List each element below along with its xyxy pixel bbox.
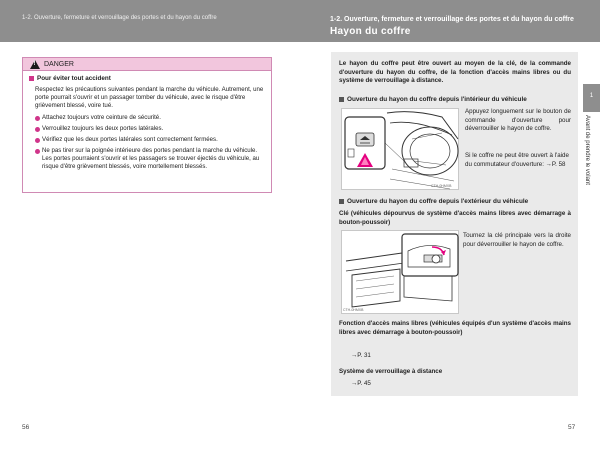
section-interior-title: Ouverture du hayon du coffre depuis l'intérieur du véhicule <box>347 96 527 103</box>
page-number-right: 57 <box>568 424 576 431</box>
page-number-left: 56 <box>22 424 30 431</box>
hands-free-ref: →P. 31 <box>351 352 371 359</box>
header-bar <box>0 0 600 42</box>
section-exterior <box>339 198 528 205</box>
danger-bullet <box>29 136 265 144</box>
content-panel <box>331 52 578 396</box>
danger-header <box>23 58 271 71</box>
danger-bullet-text <box>42 147 265 171</box>
danger-bullet <box>29 125 265 133</box>
remote-lock-heading: Système de verrouillage à distance <box>339 368 443 375</box>
danger-intro: Respectez les précautions suivantes pendant la marche du véhicule. Autrement, une porte pourrait s'ouvrir et un passager tomber du véhicule, avec le risque d'être grièvement blessé, voire tué. <box>35 86 264 109</box>
figure-1-caption: CTH-0HMXB <box>431 184 452 188</box>
warning-triangle-icon <box>30 60 40 69</box>
section-exterior-title: Ouverture du hayon du coffre depuis l'extérieur du véhicule <box>347 198 529 205</box>
danger-bullet-main: Ne pas tirer sur la poignée intérieure des portes pendant la marche du véhicule. <box>42 147 258 154</box>
section-title: Hayon du coffre <box>330 26 411 37</box>
square-bullet-icon <box>29 76 34 81</box>
section-interior-note: Si le coffre ne peut être ouvert à l'aide du commutateur d'ouverture: →P. 58 <box>465 152 569 168</box>
danger-bullet-text: Vérifiez que les deux portes latérales sont correctement fermées. <box>42 136 218 143</box>
bullet-dot-icon <box>35 127 40 132</box>
danger-bullet-note: Les portes pourraient s'ouvrir et les passagers se trouver éjectés du véhicule, au risque d'être grièvement blessés, voire mortellement blessés. <box>42 155 260 170</box>
danger-bullet-text: Attachez toujours votre ceinture de sécurité. <box>42 114 161 121</box>
square-bullet-icon <box>339 199 344 204</box>
right-running-title: 1-2. Ouverture, fermeture et verrouillage des portes et du hayon du coffre <box>330 16 574 23</box>
danger-bullet-text: Verrouillez toujours les deux portes latérales. <box>42 125 164 132</box>
section-interior-text: Appuyez longuement sur le bouton de commande d'ouverture pour déverrouiller le hayon de coffre. <box>465 108 571 132</box>
key-text: Tournez la clé principale vers la droite pour déverrouiller le hayon de coffre. <box>463 232 571 248</box>
key-subheading: Clé (véhicules dépourvus de système d'accès mains libres avec démarrage à bouton-poussoir) <box>339 210 571 226</box>
danger-label: DANGER <box>44 60 74 68</box>
remote-lock-ref: →P. 45 <box>351 380 371 387</box>
tailgate-illustration <box>342 231 460 315</box>
chapter-label: Avant de prendre le volant <box>584 115 590 185</box>
bullet-dot-icon <box>35 138 40 143</box>
square-bullet-icon <box>339 97 344 102</box>
danger-heading-text: Pour éviter tout accident <box>37 75 111 82</box>
figure-tailgate <box>341 230 459 314</box>
danger-heading <box>29 75 265 82</box>
danger-bullet <box>29 147 265 171</box>
hands-free-heading: Fonction d'accès mains libres (véhicules équipés d'un système d'accès mains libres avec démarrage à bouton-poussoir) <box>339 320 571 336</box>
intro-text: Le hayon du coffre peut être ouvert au moyen de la clé, de la commande d'ouverture du hayon du coffre, de la fonction d'accès mains libres ou du système de verrouillage à distance. <box>339 60 571 84</box>
figure-dashboard <box>341 108 459 190</box>
left-running-title: 1-2. Ouverture, fermeture et verrouillage des portes et du hayon du coffre <box>22 15 217 21</box>
chapter-tab: 1 <box>583 84 600 112</box>
danger-box <box>22 57 272 193</box>
bullet-dot-icon <box>35 149 40 154</box>
danger-bullet <box>29 114 265 122</box>
dashboard-illustration <box>342 109 460 191</box>
figure-2-caption: CTH-0HMXB <box>343 308 364 312</box>
section-interior <box>339 96 527 103</box>
bullet-dot-icon <box>35 116 40 121</box>
